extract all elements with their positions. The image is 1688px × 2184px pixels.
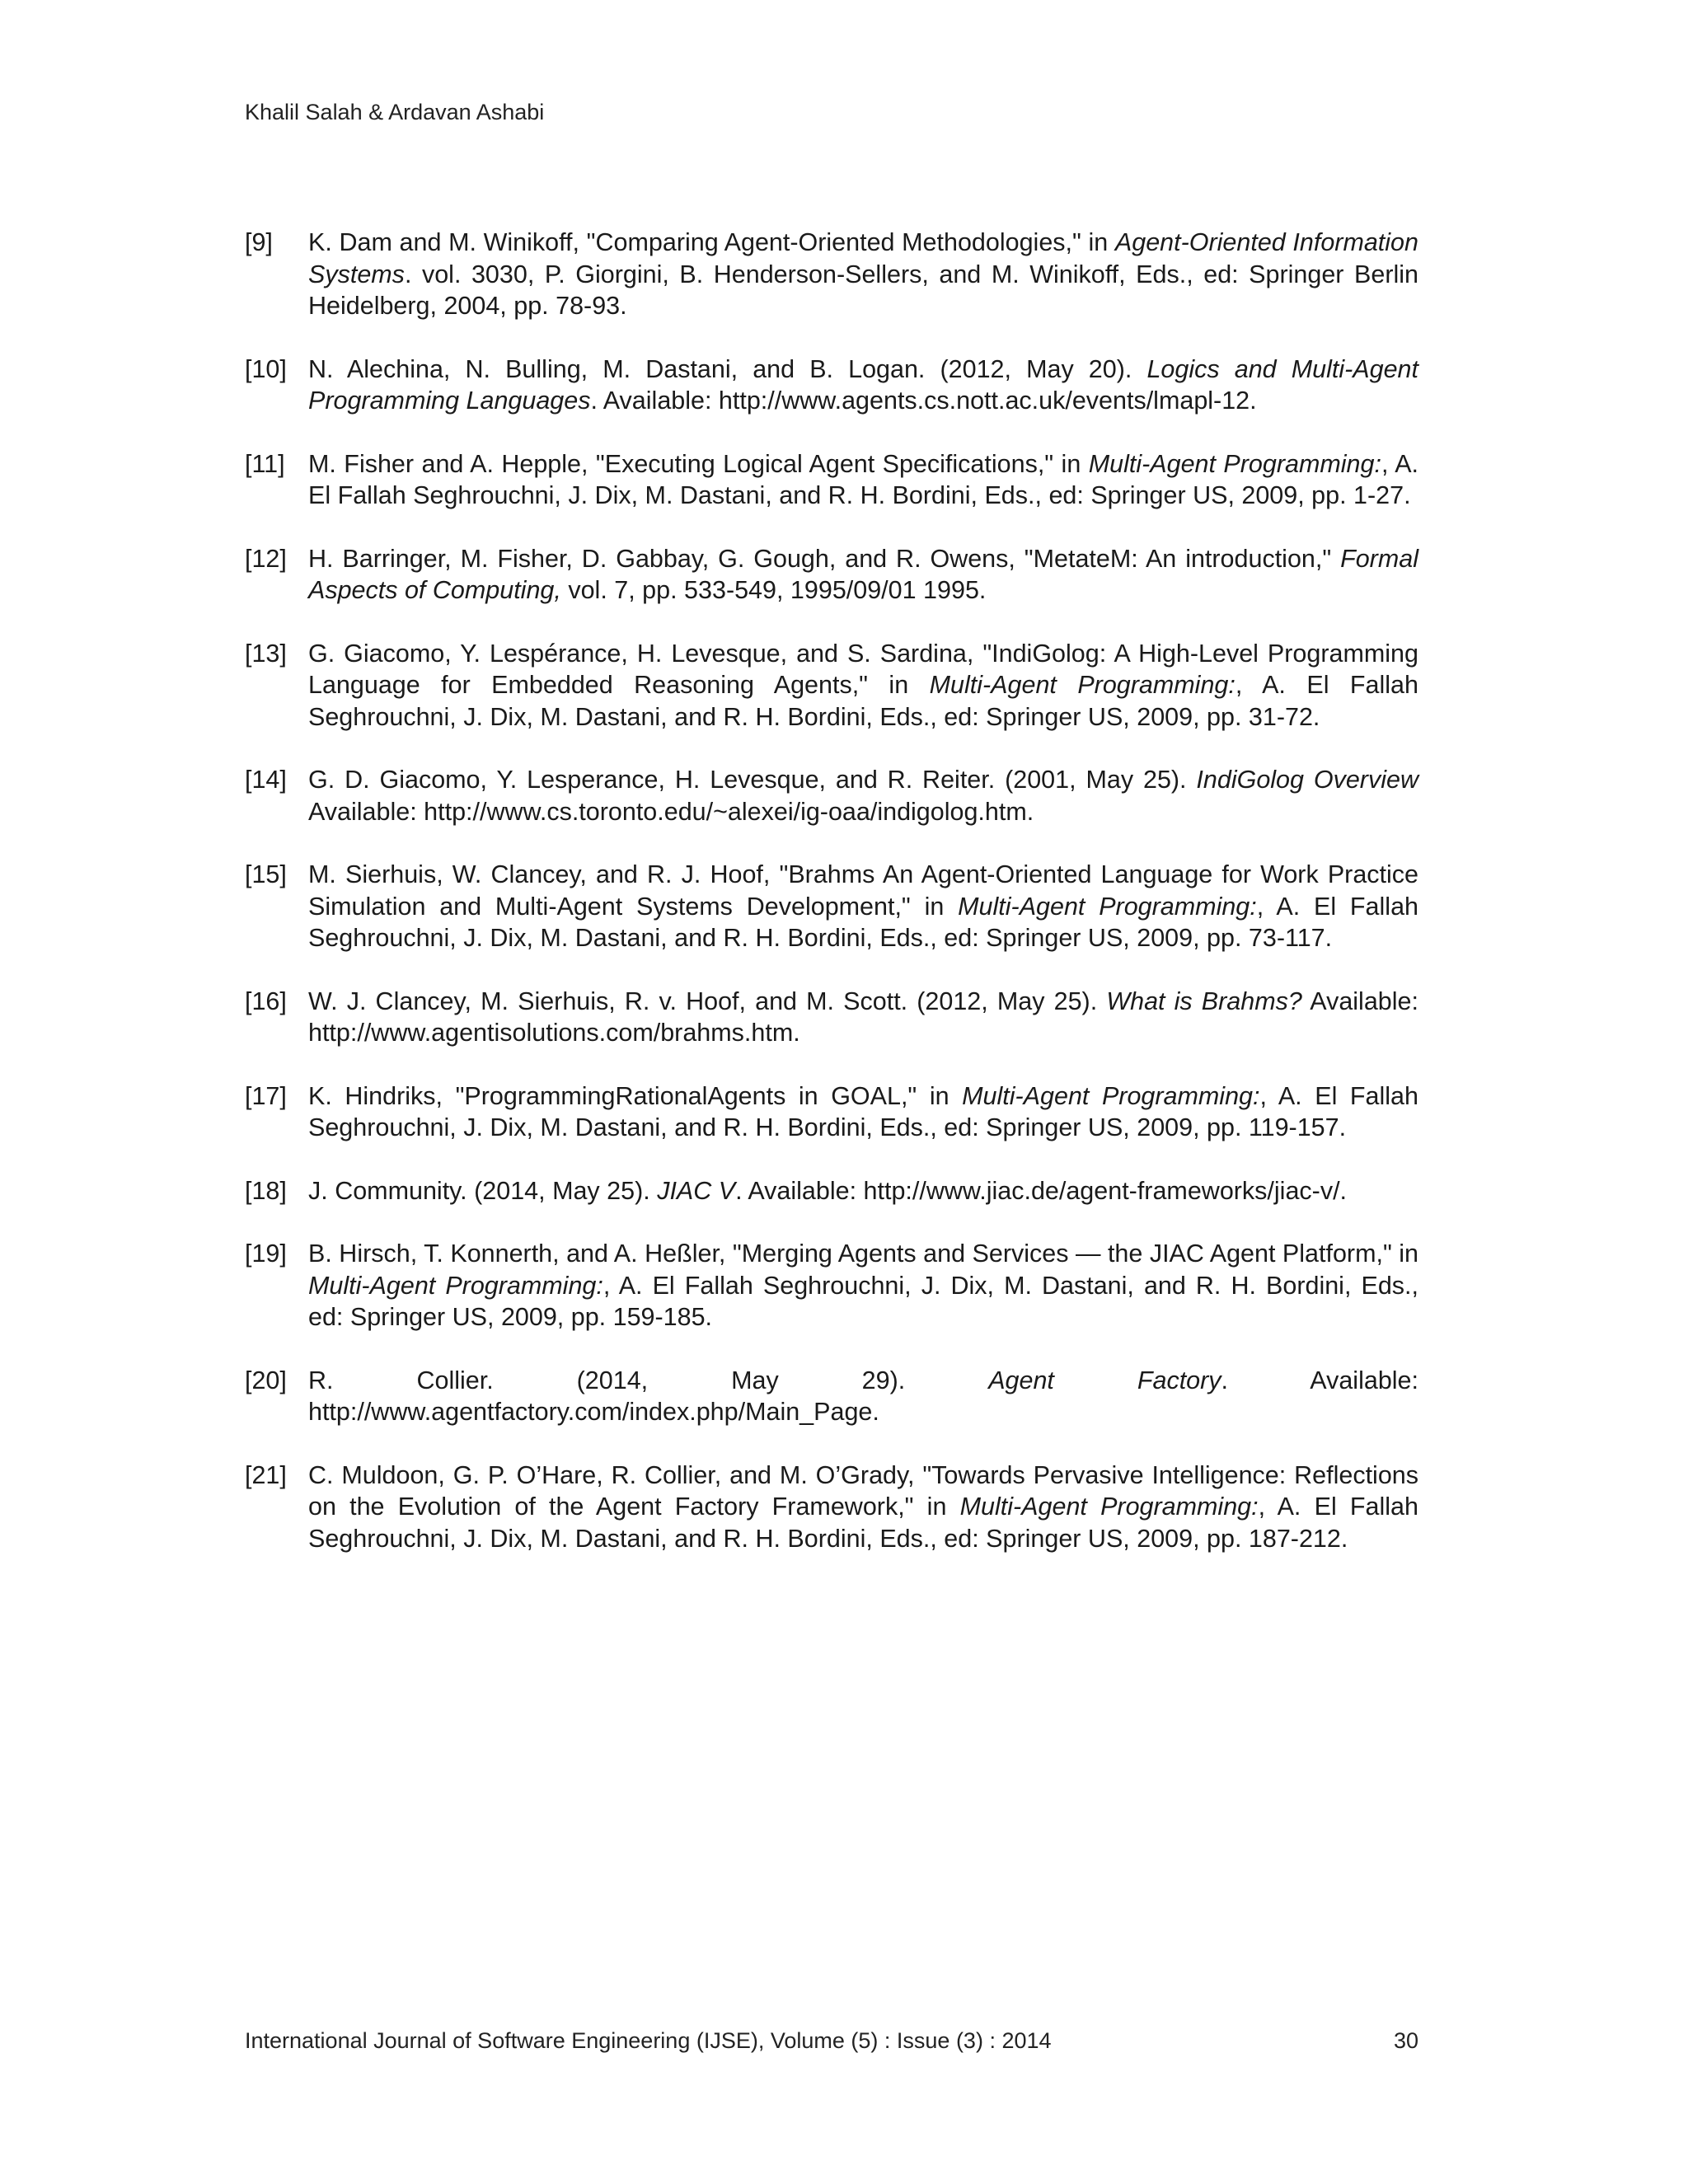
reference-text-segment: W. J. Clancey, M. Sierhuis, R. v. Hoof, and M. Scott. (2012, May 25). [308,987,1107,1015]
reference-title-italic: IndiGolog Overview [1196,766,1418,794]
reference-text-segment: vol. 7, pp. 533-549, 1995/09/01 1995. [560,576,987,604]
reference-title-italic: Multi-Agent Programming: [959,1493,1259,1521]
reference-number: [19] [245,1240,287,1268]
reference-title-italic: Agent-Oriented Information Systems [308,228,1418,288]
reference-text-segment: N. Alechina, N. Bulling, M. Dastani, and B. Logan. (2012, May 20). [308,354,1147,383]
reference-text-segment: M. Sierhuis, W. Clancey, and R. J. Hoof, "Brahms An Agent-Oriented Language for Work Practice Simulation and Multi-Agent Systems Development," in [308,860,1418,921]
reference-text [308,227,1418,322]
reference-entry [245,1460,1418,1555]
reference-number: [16] [245,987,287,1015]
reference-title-italic: JIAC V [657,1176,736,1205]
reference-text [308,543,1418,607]
reference-entry [245,448,1418,512]
reference-entry [245,354,1418,417]
reference-title-italic: Multi-Agent Programming: [958,892,1257,921]
journal-citation: International Journal of Software Engineering (IJSE), Volume (5) : Issue (3) : 2014 [245,2028,1052,2053]
reference-entry [245,1080,1418,1144]
reference-title-italic: Logics and Multi-Agent Programming Languages [308,354,1418,415]
reference-text [308,1175,1418,1207]
reference-entry [245,986,1418,1049]
reference-text [308,764,1418,827]
reference-text-segment: Available: http://www.agentisolutions.com/brahms.htm. [308,987,1418,1047]
reference-number: [17] [245,1081,287,1110]
reference-text [308,859,1418,954]
reference-entry [245,1238,1418,1333]
running-footer [245,2026,1418,2055]
reference-title-italic: What is Brahms? [1106,987,1302,1015]
running-header: Khalil Salah & Ardavan Ashabi [245,100,545,124]
reference-entry [245,638,1418,733]
reference-text-segment: M. Fisher and A. Hepple, "Executing Logical Agent Specifications," in [308,449,1089,478]
reference-text [308,354,1418,417]
reference-number: [20] [245,1366,287,1394]
reference-entry [245,1365,1418,1428]
reference-entry [245,227,1418,322]
reference-number: [14] [245,766,287,794]
reference-title-italic: Multi-Agent Programming: [1088,449,1381,478]
reference-text-segment: K. Dam and M. Winikoff, "Comparing Agent-Oriented Methodologies," in [308,228,1115,256]
reference-text [308,1365,1418,1428]
reference-number: [21] [245,1460,287,1489]
reference-title-italic: Formal Aspects of Computing, [308,544,1418,604]
reference-text [308,986,1418,1049]
reference-text-segment: , A. El Fallah Seghrouchni, J. Dix, M. Dastani, and R. H. Bordini, Eds., ed: Springer US, 2009, pp. 31-72. [308,671,1418,731]
reference-title-italic: Multi-Agent Programming: [962,1081,1260,1110]
reference-text-segment: , A. El Fallah Seghrouchni, J. Dix, M. Dastani, and R. H. Bordini, Eds., ed: Springer US, 2009, pp. 73-117. [308,892,1418,952]
reference-text-segment: G. Giacomo, Y. Lespérance, H. Levesque, and S. Sardina, "IndiGolog: A High-Level Programming Language for Embedded Reasoning Agents," in [308,639,1418,699]
reference-number: [10] [245,354,287,383]
reference-text [308,1238,1418,1333]
reference-text [308,1080,1418,1144]
reference-text-segment: H. Barringer, M. Fisher, D. Gabbay, G. Gough, and R. Owens, "MetateM: An introduction," [308,544,1341,573]
reference-text-segment: G. D. Giacomo, Y. Lesperance, H. Levesque, and R. Reiter. (2001, May 25). [308,766,1197,794]
reference-text [308,638,1418,733]
reference-text-segment: . Available: http://www.agents.cs.nott.ac.uk/events/lmapl-12. [590,387,1257,415]
reference-text-segment: R. Collier. (2014, May 29). [308,1366,989,1394]
reference-number: [15] [245,860,287,888]
reference-entry [245,1175,1418,1207]
reference-title-italic: Agent Factory [988,1366,1221,1394]
reference-text-segment: Available: http://www.cs.toronto.edu/~alexei/ig-oaa/indigolog.htm. [308,797,1034,826]
reference-text-segment: . Available: http://www.agentfactory.com/index.php/Main_Page. [308,1366,1418,1426]
reference-text-segment: . vol. 3030, P. Giorgini, B. Henderson-Sellers, and M. Winikoff, Eds., ed: Springer Berlin Heidelberg, 2004, pp. 78-93. [308,260,1418,320]
reference-text [308,448,1418,512]
reference-text-segment: , A. El Fallah Seghrouchni, J. Dix, M. Dastani, and R. H. Bordini, Eds., ed: Springer US, 2009, pp. 187-212. [308,1493,1418,1553]
page-number: 30 [1393,2028,1418,2053]
reference-entry [245,543,1418,607]
reference-text [308,1460,1418,1555]
reference-number: [12] [245,544,287,573]
reference-entry [245,859,1418,954]
reference-number: [13] [245,639,287,668]
reference-title-italic: Multi-Agent Programming: [929,671,1236,699]
reference-text-segment: , A. El Fallah Seghrouchni, J. Dix, M. Dastani, and R. H. Bordini, Eds., ed: Springer US, 2009, pp. 119-157. [308,1081,1418,1141]
reference-number: [18] [245,1176,287,1205]
reference-list [245,227,1418,1586]
reference-number: [9] [245,228,273,256]
reference-text-segment: B. Hirsch, T. Konnerth, and A. Heßler, "Merging Agents and Services — the JIAC Agent Platform," in [308,1240,1418,1268]
reference-text-segment: J. Community. (2014, May 25). [308,1176,658,1205]
reference-title-italic: Multi-Agent Programming: [308,1271,603,1300]
reference-text-segment: . Available: http://www.jiac.de/agent-frameworks/jiac-v/. [735,1176,1348,1205]
reference-text-segment: , A. El Fallah Seghrouchni, J. Dix, M. Dastani, and R. H. Bordini, Eds., ed: Springer US, 2009, pp. 159-185. [308,1271,1418,1331]
reference-number: [11] [245,449,285,478]
reference-text-segment: C. Muldoon, G. P. O’Hare, R. Collier, and M. O’Grady, "Towards Pervasive Intelligence: Reflections on the Evolution of the Agent Factory Framework," in [308,1460,1418,1521]
reference-text-segment: , A. El Fallah Seghrouchni, J. Dix, M. Dastani, and R. H. Bordini, Eds., ed: Springer US, 2009, pp. 1-27. [308,449,1419,509]
reference-entry [245,764,1418,827]
reference-text-segment: K. Hindriks, "ProgrammingRationalAgents in GOAL," in [308,1081,963,1110]
